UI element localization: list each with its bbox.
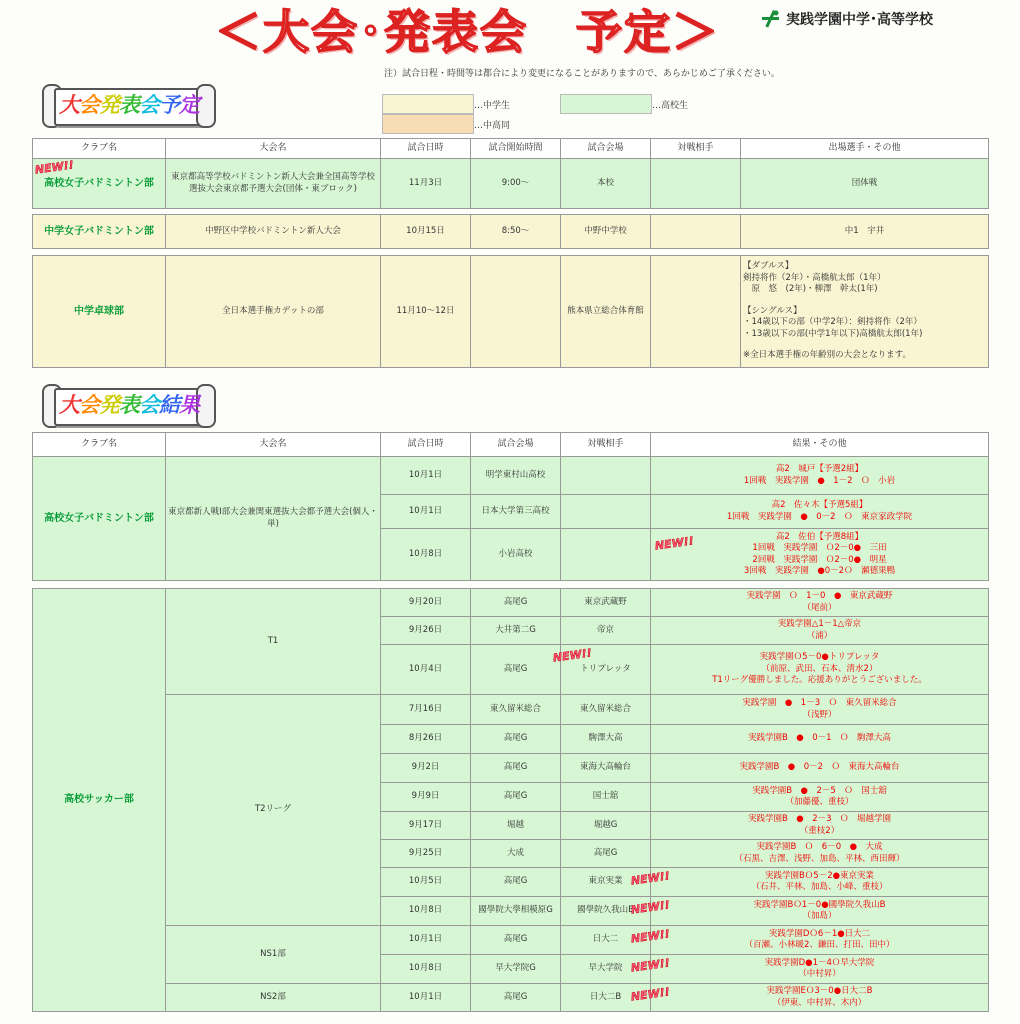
schedule-note: 注）試合日程・時間等は都合により変更になることがありますので、あらかじめご了承ください。 xyxy=(384,69,780,79)
league-name: NS2部 xyxy=(166,984,381,1012)
new-badge: NEW!! xyxy=(34,158,75,177)
results-table xyxy=(32,432,989,581)
match-result: 実践学園B ● 0－2 Ｏ 東海大高輪台 xyxy=(651,754,989,783)
schedule-table-2 xyxy=(32,214,989,249)
legend-jh-label: …中学生 xyxy=(474,101,511,111)
match-result: 実践学園B ● 2－3 Ｏ 堀越学園 （重枝2） xyxy=(651,812,989,840)
match-result: 実践学園BＯ5－2●東京実業 （石井、平林、加島、小峰、重枝） xyxy=(651,868,989,897)
event-venue: 中野中学校 xyxy=(561,215,651,249)
col-result: 結果・その他 xyxy=(651,433,989,457)
match-venue: 高尾G xyxy=(471,754,561,783)
event-opponent xyxy=(651,215,741,249)
new-badge: NEW!! xyxy=(630,869,671,888)
match-venue: 明学東村山高校 xyxy=(471,457,561,495)
match-date: 10月8日 xyxy=(381,529,471,581)
event-time: 9:00～ xyxy=(471,159,561,209)
match-date: 7月16日 xyxy=(381,695,471,725)
event-date: 11月3日 xyxy=(381,159,471,209)
match-opponent: 国士舘 xyxy=(561,783,651,812)
legend-hs-swatch xyxy=(560,94,652,114)
match-venue: 高尾G xyxy=(471,589,561,617)
club-name[interactable]: 中学女子バドミントン部 xyxy=(44,225,154,237)
col-club: クラブ名 xyxy=(33,139,166,159)
match-date: 10月5日 xyxy=(381,868,471,897)
match-result: 実践学園DＯ6－1●日大二 （百瀬、小林暖2、鎌田、打田、田中） xyxy=(651,926,989,955)
legend-jh-swatch xyxy=(382,94,474,114)
match-date: 9月26日 xyxy=(381,617,471,645)
legend-both-label: …中高同 xyxy=(474,121,511,131)
col-date: 試合日時 xyxy=(381,139,471,159)
match-venue: 堀越 xyxy=(471,812,561,840)
col-opponent: 対戦相手 xyxy=(651,139,741,159)
match-date: 10月1日 xyxy=(381,457,471,495)
match-result: 実践学園B Ｏ 6－0 ● 大成 （石黒、吉澤、浅野、加島、平林、西田輝） xyxy=(651,840,989,868)
match-opponent: 高尾G xyxy=(561,840,651,868)
event-notes: 中1 宇井 xyxy=(741,215,989,249)
event-notes: 団体戦 xyxy=(741,159,989,209)
club-name[interactable]: 高校女子バドミントン部 xyxy=(44,512,154,524)
new-badge: NEW!! xyxy=(630,985,671,1004)
match-result: 実践学園B ● 2－5 Ｏ 国士舘 （加藤優、重枝） xyxy=(651,783,989,812)
event-name: 中野区中学校バドミントン新人大会 xyxy=(166,215,381,249)
table-row xyxy=(33,589,989,617)
table-row xyxy=(33,215,989,249)
event-name: 東京都高等学校バドミントン新人大会兼全国高等学校選抜大会東京都予選大会(団体・東ブロック) xyxy=(166,159,381,209)
schedule-header-row xyxy=(33,139,989,159)
match-date: 9月17日 xyxy=(381,812,471,840)
match-venue: 大成 xyxy=(471,840,561,868)
results-header-row xyxy=(33,433,989,457)
table-row xyxy=(33,926,989,955)
new-badge: NEW!! xyxy=(630,956,671,975)
event-opponent xyxy=(651,159,741,209)
match-venue: 高尾G xyxy=(471,725,561,754)
col-venue: 試合会場 xyxy=(471,433,561,457)
match-venue: 高尾G xyxy=(471,984,561,1012)
col-venue: 試合会場 xyxy=(561,139,651,159)
col-club: クラブ名 xyxy=(33,433,166,457)
match-venue: 高尾G xyxy=(471,868,561,897)
league-name: T2リーグ xyxy=(166,695,381,926)
col-time: 試合開始時間 xyxy=(471,139,561,159)
match-venue: 高尾G xyxy=(471,645,561,695)
col-event: 大会名 xyxy=(166,139,381,159)
match-result: 実践学園D●1－4Ｏ早大学院 （中村昇） xyxy=(651,955,989,984)
match-opponent: NEW!! 早大学院 xyxy=(561,955,651,984)
col-opponent: 対戦相手 xyxy=(561,433,651,457)
match-venue: 早大学院G xyxy=(471,955,561,984)
event-notes: 【ダブルス】 剣持将作（2年）・高橋航太郎（1年） 原 悠 (2年)・柳澤 幹太(1年) 【シングルス】 ・14歳以下の部（中学2年）：剣持将作（2年） ・13歳以下の部(中学1年以下)高橋航太郎(1年) ※全日本選手権の年齢別の大会となります。 xyxy=(741,256,989,368)
match-venue: 高尾G xyxy=(471,783,561,812)
match-opponent xyxy=(561,457,651,495)
table-row xyxy=(33,695,989,725)
event-name: 全日本選手権カデットの部 xyxy=(166,256,381,368)
match-result: 実践学園BＯ1－0●國學院久我山B （加島） xyxy=(651,897,989,926)
match-opponent: 東京武蔵野 xyxy=(561,589,651,617)
event-opponent xyxy=(651,256,741,368)
new-badge: NEW!! xyxy=(630,898,671,917)
match-date: 10月8日 xyxy=(381,955,471,984)
results-banner xyxy=(36,380,216,430)
event-date: 11月10～12日 xyxy=(381,256,471,368)
page-title: ＜大会･発表会 予定＞ xyxy=(215,5,720,59)
match-date: 10月4日 xyxy=(381,645,471,695)
match-result: 高2 佐々木【予選5組】 1回戦 実践学園 ● 0－2 Ｏ 東京家政学院 xyxy=(651,495,989,529)
match-opponent xyxy=(561,529,651,581)
match-venue: 大井第二G xyxy=(471,617,561,645)
school-name: 実践学園中学･高等学校 xyxy=(786,12,933,28)
event-time: 8:50～ xyxy=(471,215,561,249)
match-result: 実践学園EＯ3－0●日大二B （伊東、中村昇、木内） xyxy=(651,984,989,1012)
match-opponent: NEW!! 東京実業 xyxy=(561,868,651,897)
schedule-table xyxy=(32,138,989,209)
col-notes: 出場選手・その他 xyxy=(741,139,989,159)
schedule-banner-text: 大会発表会予定 xyxy=(59,93,199,117)
match-date: 9月2日 xyxy=(381,754,471,783)
event-time xyxy=(471,256,561,368)
event-venue: 熊本県立総合体育館 xyxy=(561,256,651,368)
match-result: 実践学園Ｏ5－0●トリプレッタ （前原、武田、石本、清水2） T1リーグ優勝しました。応援ありがとうございました。 xyxy=(651,645,989,695)
match-opponent xyxy=(561,495,651,529)
match-opponent: 駒澤大高 xyxy=(561,725,651,754)
match-date: 10月8日 xyxy=(381,897,471,926)
new-badge: NEW!! xyxy=(630,927,671,946)
schedule-table-3 xyxy=(32,255,989,368)
soccer-results-table xyxy=(32,588,989,1012)
match-date: 8月26日 xyxy=(381,725,471,754)
match-opponent: 堀越G xyxy=(561,812,651,840)
match-result: NEW!! 高2 佐伯【予選8組】 1回戦 実践学園 Ｏ2－0● 三田 2回戦 実践学園 Ｏ2－0● 明星 3回戦 実践学園 ●0－2Ｏ 瀬德果鴨 xyxy=(651,529,989,581)
match-opponent: NEW!! 日大二 xyxy=(561,926,651,955)
col-event: 大会名 xyxy=(166,433,381,457)
event-name: 東京都新人戦Ⅰ部大会兼関東選抜大会都予選大会(個人・単) xyxy=(166,457,381,581)
match-opponent: NEW!! トリプレッタ xyxy=(561,645,651,695)
match-date: 10月1日 xyxy=(381,926,471,955)
school-logo-icon xyxy=(760,8,782,30)
match-result: 実践学園B ● 0－1 Ｏ 駒澤大高 xyxy=(651,725,989,754)
match-date: 10月1日 xyxy=(381,984,471,1012)
match-date: 9月25日 xyxy=(381,840,471,868)
legend-both-swatch xyxy=(382,114,474,134)
legend-hs-label: …高校生 xyxy=(652,101,689,111)
match-result: 実践学園△1－1△帝京 （浦） xyxy=(651,617,989,645)
table-row xyxy=(33,256,989,368)
match-result: 実践学園 Ｏ 1－0 ● 東京武蔵野 （尾前） xyxy=(651,589,989,617)
col-date: 試合日時 xyxy=(381,433,471,457)
league-name: NS1部 xyxy=(166,926,381,984)
results-banner-text: 大会発表会結果 xyxy=(59,393,199,417)
match-venue: 國學院大學相模原G xyxy=(471,897,561,926)
match-venue: 小岩高校 xyxy=(471,529,561,581)
table-row xyxy=(33,457,989,495)
new-badge: NEW!! xyxy=(552,646,593,665)
table-row xyxy=(33,984,989,1012)
schedule-banner xyxy=(36,80,216,130)
event-venue: 本校 xyxy=(561,159,651,209)
school-logo-area[interactable] xyxy=(760,8,933,30)
table-row xyxy=(33,159,989,209)
match-result: 実践学園 ● 1－3 Ｏ 東久留米総合 （浅野） xyxy=(651,695,989,725)
league-name: T1 xyxy=(166,589,381,695)
club-name[interactable]: 中学卓球部 xyxy=(74,305,124,317)
match-venue: 日本大学第三高校 xyxy=(471,495,561,529)
match-date: 9月9日 xyxy=(381,783,471,812)
match-result: 高2 城戸【予選2組】 1回戦 実践学園 ● 1－2 Ｏ 小岩 xyxy=(651,457,989,495)
match-venue: 高尾G xyxy=(471,926,561,955)
match-opponent: NEW!! 日大二B xyxy=(561,984,651,1012)
new-badge: NEW!! xyxy=(654,534,695,553)
match-date: 10月1日 xyxy=(381,495,471,529)
match-opponent: NEW!! 國學院久我山B xyxy=(561,897,651,926)
event-date: 10月15日 xyxy=(381,215,471,249)
club-name[interactable]: 高校女子バドミントン部 xyxy=(44,177,154,189)
match-opponent: 東海大高輪台 xyxy=(561,754,651,783)
match-opponent: 帝京 xyxy=(561,617,651,645)
match-opponent: 東久留米総合 xyxy=(561,695,651,725)
match-venue: 東久留米総合 xyxy=(471,695,561,725)
club-name[interactable]: 高校サッカー部 xyxy=(64,794,134,806)
match-date: 9月20日 xyxy=(381,589,471,617)
